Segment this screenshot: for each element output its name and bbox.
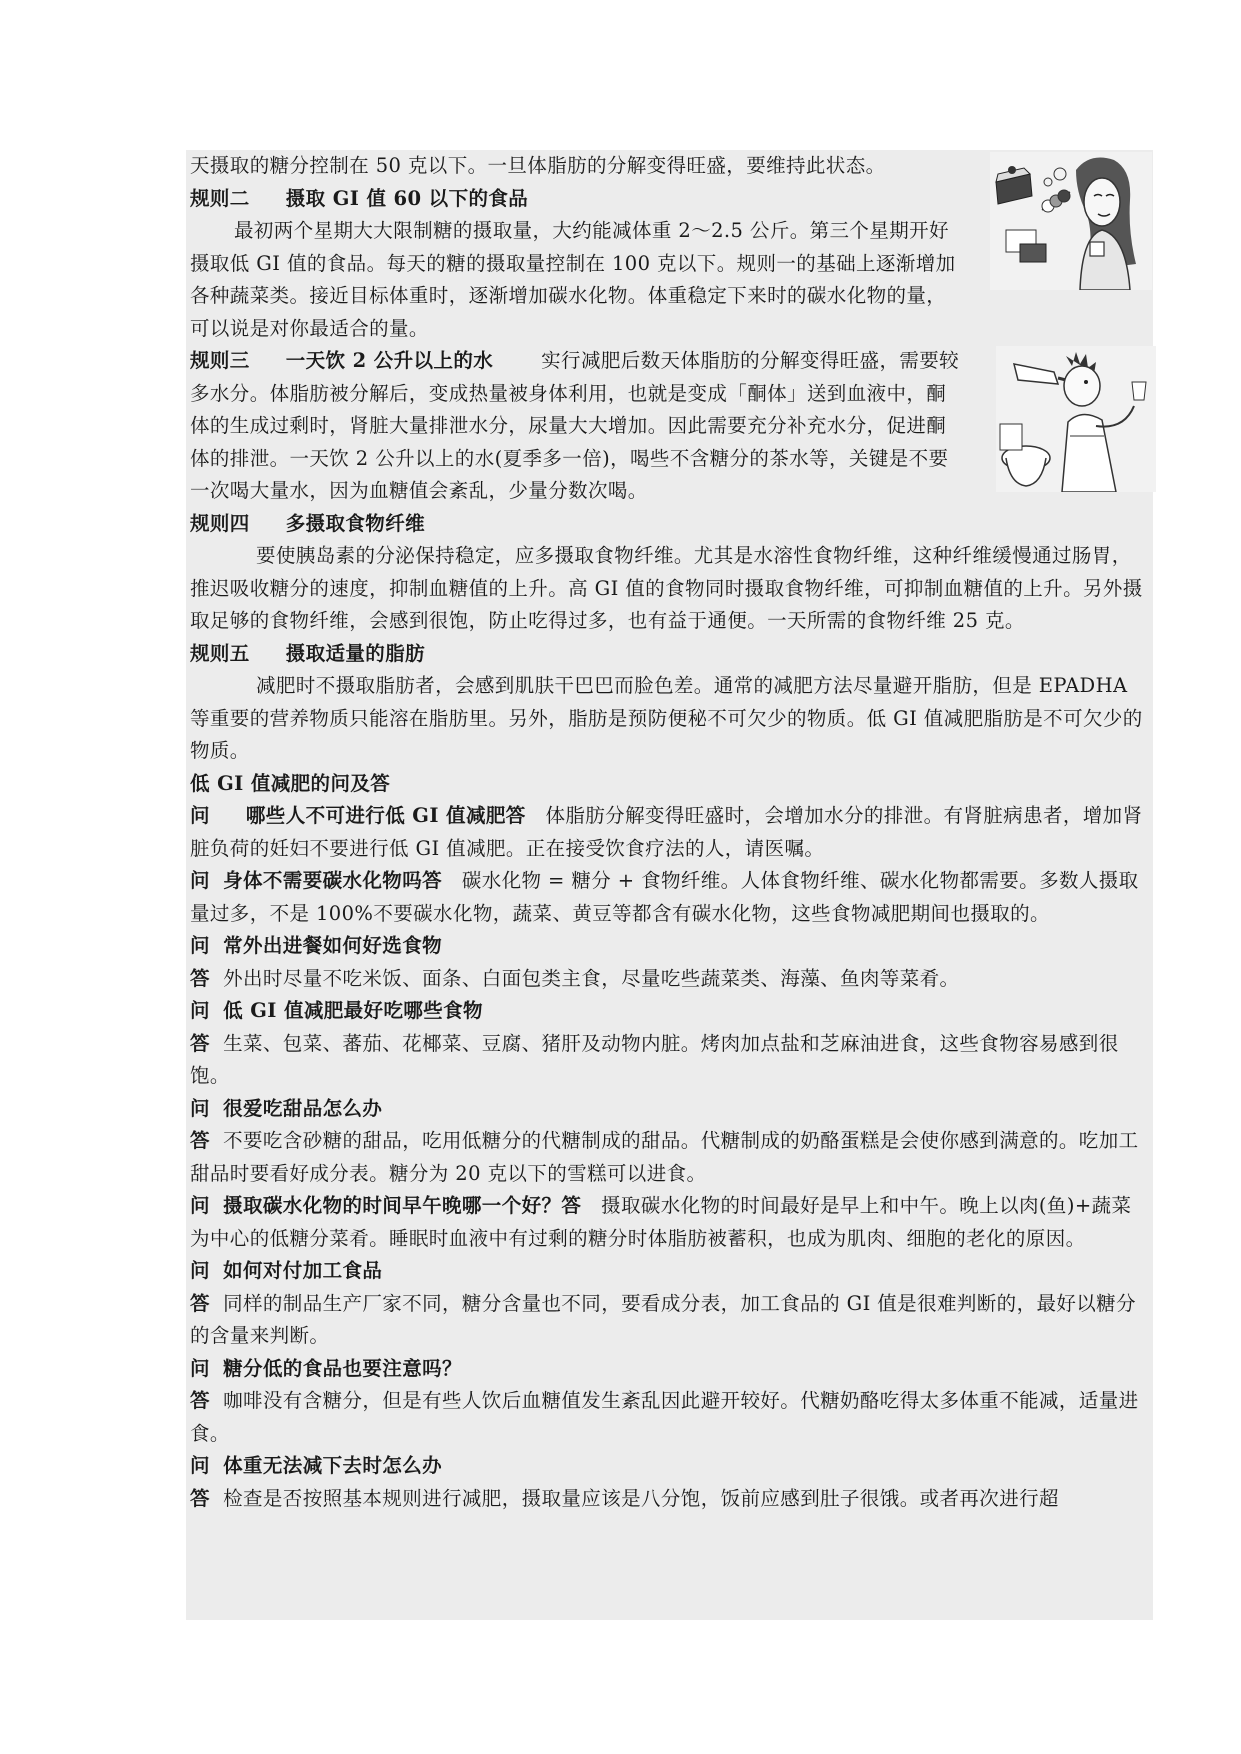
document-body — [190, 150, 1150, 1515]
rule3-body: 实行减肥后数天体脂肪的分解变得旺盛，需要较多水分。体脂肪被分解后，变成热量被身体利用，也就是变成「酮体」送到血液中，酮体的生成过剩时，肾脏大量排泄水分，尿量大大增加。因此需要充分补充水分，促进酮体的排泄。一天饮 2 公升以上的水(夏季多一倍)，喝些不含糖分的茶水等，关键是不要一次喝大量水，因为血糖值会紊乱，少量分数次喝。 — [190, 349, 960, 502]
question-title: 哪些人不可进行低 GI 值减肥答 — [245, 804, 526, 827]
answer-label: 答 — [190, 966, 210, 990]
rule5-label: 规则五 — [190, 641, 250, 665]
question-title: 很爱吃甜品怎么办 — [223, 1096, 383, 1120]
rule3-title: 一天饮 2 公升以上的水 — [285, 349, 494, 372]
question-title: 常外出进餐如何好选食物 — [223, 934, 443, 957]
qa-item-5-answer — [190, 1125, 1150, 1190]
qa-item-7-question — [190, 1255, 1150, 1288]
answer-text: 咖啡没有含糖分，但是有些人饮后血糖值发生紊乱因此避开较好。代糖奶酪吃得太多体重不能减，适量进食。 — [190, 1389, 1139, 1445]
qa-item-6 — [190, 1190, 1150, 1255]
answer-text: 摄取碳水化物的时间最好是早上和中午。晚上以肉(鱼)+蔬菜为中心的低糖分菜肴。睡眠时血液中有过剩的糖分时体脂肪被蓄积，也成为肌肉、细胞的老化的原因。 — [190, 1194, 1132, 1250]
answer-label: 答 — [190, 1389, 210, 1412]
qa-item-2 — [190, 865, 1150, 930]
rule4-body: 要使胰岛素的分泌保持稳定，应多摄取食物纤维。尤其是水溶性食物纤维，这种纤维缓慢通过肠胃，推迟吸收糖分的速度，抑制血糖值的上升。高 GI 值的食物同时摄取食物纤维，可抑制血糖值的上升。另外摄取足够的食物纤维，会感到很饱，防止吃得过多，也有益于通便。一天所需的食物纤维 25 克。 — [190, 544, 1143, 632]
qa-heading: 低 GI 值减肥的问及答 — [190, 771, 391, 795]
qa-item-4-answer — [190, 1028, 1150, 1093]
answer-label: 答 — [190, 1291, 210, 1315]
answer-label: 答 — [190, 1486, 210, 1510]
qa-item-9-question — [190, 1450, 1150, 1483]
qa-item-4-question — [190, 995, 1150, 1028]
question-label: 问 — [190, 1096, 210, 1120]
question-label: 问 — [190, 1194, 210, 1217]
question-label: 问 — [190, 1356, 210, 1380]
question-label: 问 — [190, 999, 210, 1022]
question-label: 问 — [190, 869, 210, 892]
rule5-title: 摄取适量的脂肪 — [285, 641, 426, 665]
answer-text: 碳水化物 = 糖分 + 食物纤维。人体食物纤维、碳水化物都需要。多数人摄取量过多，不是 100%不要碳水化物，蔬菜、黄豆等都含有碳水化物，这些食物减肥期间也摄取的。 — [190, 869, 1139, 925]
question-title: 低 GI 值减肥最好吃哪些食物 — [223, 999, 483, 1022]
answer-text: 同样的制品生产厂家不同，糖分含量也不同，要看成分表，加工食品的 GI 值是很难判断的，最好以糖分的含量来判断。 — [190, 1291, 1136, 1347]
intro-line: 天摄取的糖分控制在 50 克以下。一旦体脂肪的分解变得旺盛，要维持此状态。 — [190, 154, 886, 177]
rule2-title: 摄取 GI 值 60 以下的食品 — [285, 186, 529, 210]
question-title: 如何对付加工食品 — [223, 1259, 383, 1282]
qa-item-7-answer — [190, 1288, 1150, 1353]
question-label: 问 — [190, 1259, 210, 1282]
qa-item-5-question — [190, 1093, 1150, 1126]
qa-item-8-answer — [190, 1385, 1150, 1450]
rule2-label: 规则二 — [190, 186, 250, 210]
rule2-heading — [190, 183, 962, 216]
qa-item-8-question — [190, 1353, 1150, 1386]
rule3-label: 规则三 — [190, 349, 250, 372]
qa-item-9-answer — [190, 1483, 1150, 1516]
question-label: 问 — [190, 1454, 210, 1477]
rule5-body: 减肥时不摄取脂肪者，会感到肌肤干巴巴而脸色差。通常的减肥方法尽量避开脂肪，但是 EPADHA 等重要的营养物质只能溶在脂肪里。另外，脂肪是预防便秘不可欠少的物质。低 GI 值减肥脂肪是不可欠少的物质。 — [190, 674, 1143, 762]
qa-item-1 — [190, 800, 1150, 865]
question-label: 问 — [190, 804, 210, 827]
rule4-heading — [190, 508, 1150, 541]
question-title: 身体不需要碳水化物吗答 — [223, 869, 443, 892]
rule2-body: 最初两个星期大大限制糖的摄取量，大约能减体重 2～2.5 公斤。第三个星期开好摄取低 GI 值的食品。每天的糖的摄取量控制在 100 克以下。规则一的基础上逐渐增加各种蔬菜类。接近目标体重时，逐渐增加碳水化物。体重稳定下来时的碳水化物的量，可以说是对你最适合的量。 — [190, 219, 956, 340]
rule5-heading — [190, 638, 1150, 671]
rule3-paragraph — [190, 345, 962, 508]
question-title: 糖分低的食品也要注意吗？ — [223, 1356, 462, 1380]
rule4-label: 规则四 — [190, 511, 250, 535]
rule4-title: 多摄取食物纤维 — [285, 511, 426, 535]
answer-text: 不要吃含砂糖的甜品，吃用低糖分的代糖制成的甜品。代糖制成的奶酪蛋糕是会使你感到满意的。吃加工甜品时要看好成分表。糖分为 20 克以下的雪糕可以进食。 — [190, 1129, 1139, 1185]
answer-label: 答 — [190, 1129, 210, 1152]
answer-text: 生菜、包菜、蕃茄、花椰菜、豆腐、猪肝及动物内脏。烤肉加点盐和芝麻油进食，这些食物容易感到很饱。 — [190, 1031, 1119, 1087]
question-label: 问 — [190, 934, 210, 957]
answer-label: 答 — [190, 1031, 210, 1055]
qa-item-3-answer — [190, 963, 1150, 996]
answer-text: 体脂肪分解变得旺盛时，会增加水分的排泄。有肾脏病患者，增加肾脏负荷的妊妇不要进行低 GI 值减肥。正在接受饮食疗法的人，请医嘱。 — [190, 804, 1143, 860]
question-title: 摄取碳水化物的时间早午晚哪一个好？答 — [223, 1194, 582, 1217]
answer-text: 外出时尽量不吃米饭、面条、白面包类主食，尽量吃些蔬菜类、海藻、鱼肉等菜肴。 — [223, 966, 960, 990]
qa-item-3-question — [190, 930, 1150, 963]
answer-text: 检查是否按照基本规则进行减肥，摄取量应该是八分饱，饭前应感到肚子很饿。或者再次进行超 — [223, 1486, 1059, 1510]
question-title: 体重无法减下去时怎么办 — [223, 1454, 443, 1477]
